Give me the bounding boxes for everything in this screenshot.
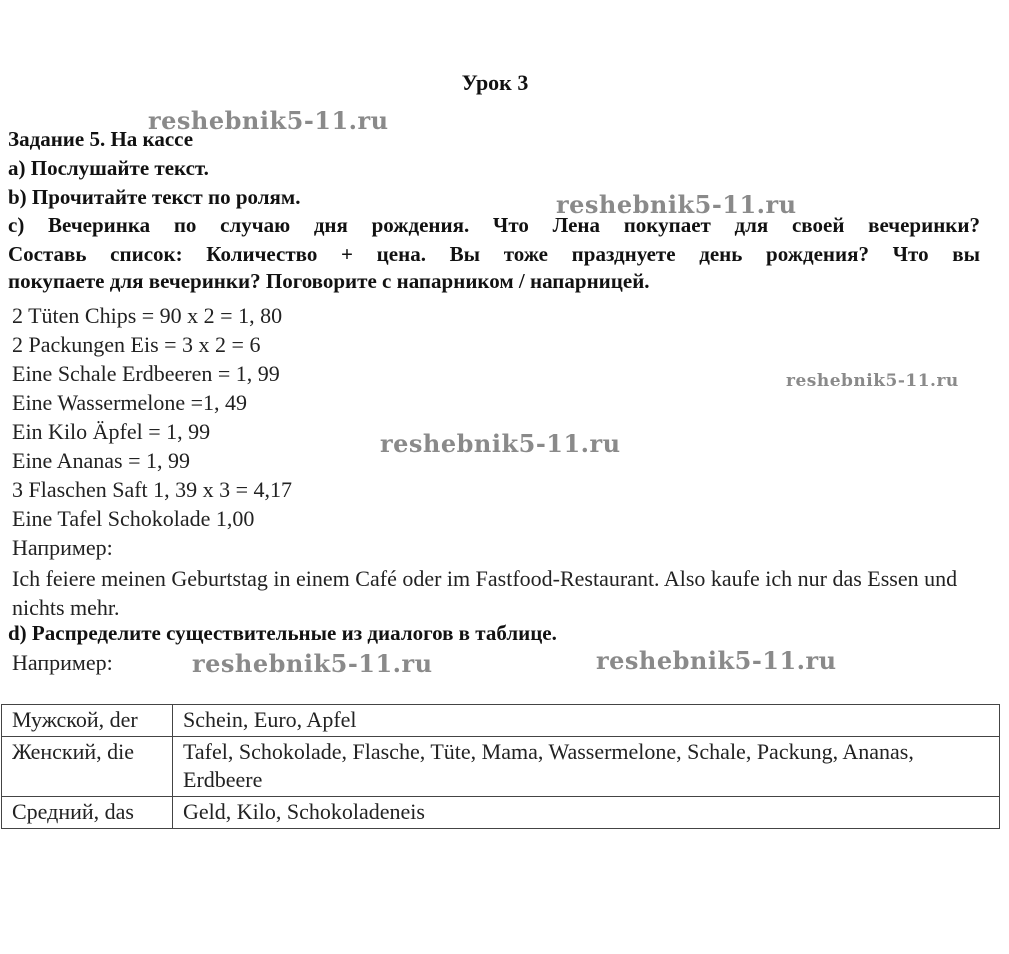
nouns-cell: Tafel, Schokolade, Flasche, Tüte, Mama, Wassermelone, Schale, Packung, Ananas, Erdbeere: [173, 737, 1000, 797]
example-label-2: Например:: [12, 650, 113, 675]
task-b: b) Прочитайте текст по ролям.: [8, 185, 301, 209]
list-item: Eine Wassermelone =1, 49: [12, 390, 248, 415]
list-item: 2 Packungen Eis = 3 x 2 = 6: [12, 332, 261, 357]
list-item: Ein Kilo Äpfel = 1, 99: [12, 419, 211, 444]
gender-cell: Женский, die: [2, 737, 173, 797]
nouns-cell: Geld, Kilo, Schokoladeneis: [173, 797, 1000, 829]
table-row: [2, 705, 1000, 737]
watermark: reshebnik5-11.ru: [192, 649, 433, 678]
example-text: Ich feiere meinen Geburtstag in einem Café oder im Fastfood-Restaurant. Also kaufe ich nur das Essen und nichts mehr.: [12, 566, 958, 620]
list-item: Eine Schale Erdbeeren = 1, 99: [12, 361, 280, 386]
watermark: reshebnik5-11.ru: [380, 429, 621, 458]
noun-table: [1, 704, 1000, 829]
task-c-line: c) Вечеринка по случаю дня рождения. Что Лена покупает для своей вечеринки?: [8, 213, 980, 237]
list-item: Eine Tafel Schokolade 1,00: [12, 506, 255, 531]
table-row: [2, 797, 1000, 829]
list-item: 3 Flaschen Saft 1, 39 x 3 = 4,17: [12, 477, 293, 502]
task-d: d) Распределите существительные из диалогов в таблице.: [8, 621, 557, 645]
list-item: 2 Tüten Chips = 90 x 2 = 1, 80: [12, 303, 283, 328]
task-title: Задание 5. На кассе: [8, 127, 194, 151]
task-a: a) Послушайте текст.: [8, 156, 209, 180]
list-item: Eine Ananas = 1, 99: [12, 448, 190, 473]
table-row: [2, 737, 1000, 797]
watermark: reshebnik5-11.ru: [556, 190, 797, 219]
watermark: reshebnik5-11.ru: [596, 646, 837, 675]
gender-cell: Средний, das: [2, 797, 173, 829]
watermark: reshebnik5-11.ru: [786, 371, 959, 391]
task-c-line: Составь список: Количество + цена. Вы тоже празднуете день рождения? Что вы: [8, 242, 980, 266]
watermark: reshebnik5-11.ru: [148, 106, 389, 135]
gender-cell: Мужской, der: [2, 705, 173, 737]
page-title: Урок 3: [461, 70, 529, 95]
task-c-line: покупаете для вечеринки? Поговорите с напарником / напарницей.: [8, 269, 650, 293]
nouns-cell: Schein, Euro, Apfel: [173, 705, 1000, 737]
example-label: Например:: [12, 535, 113, 560]
